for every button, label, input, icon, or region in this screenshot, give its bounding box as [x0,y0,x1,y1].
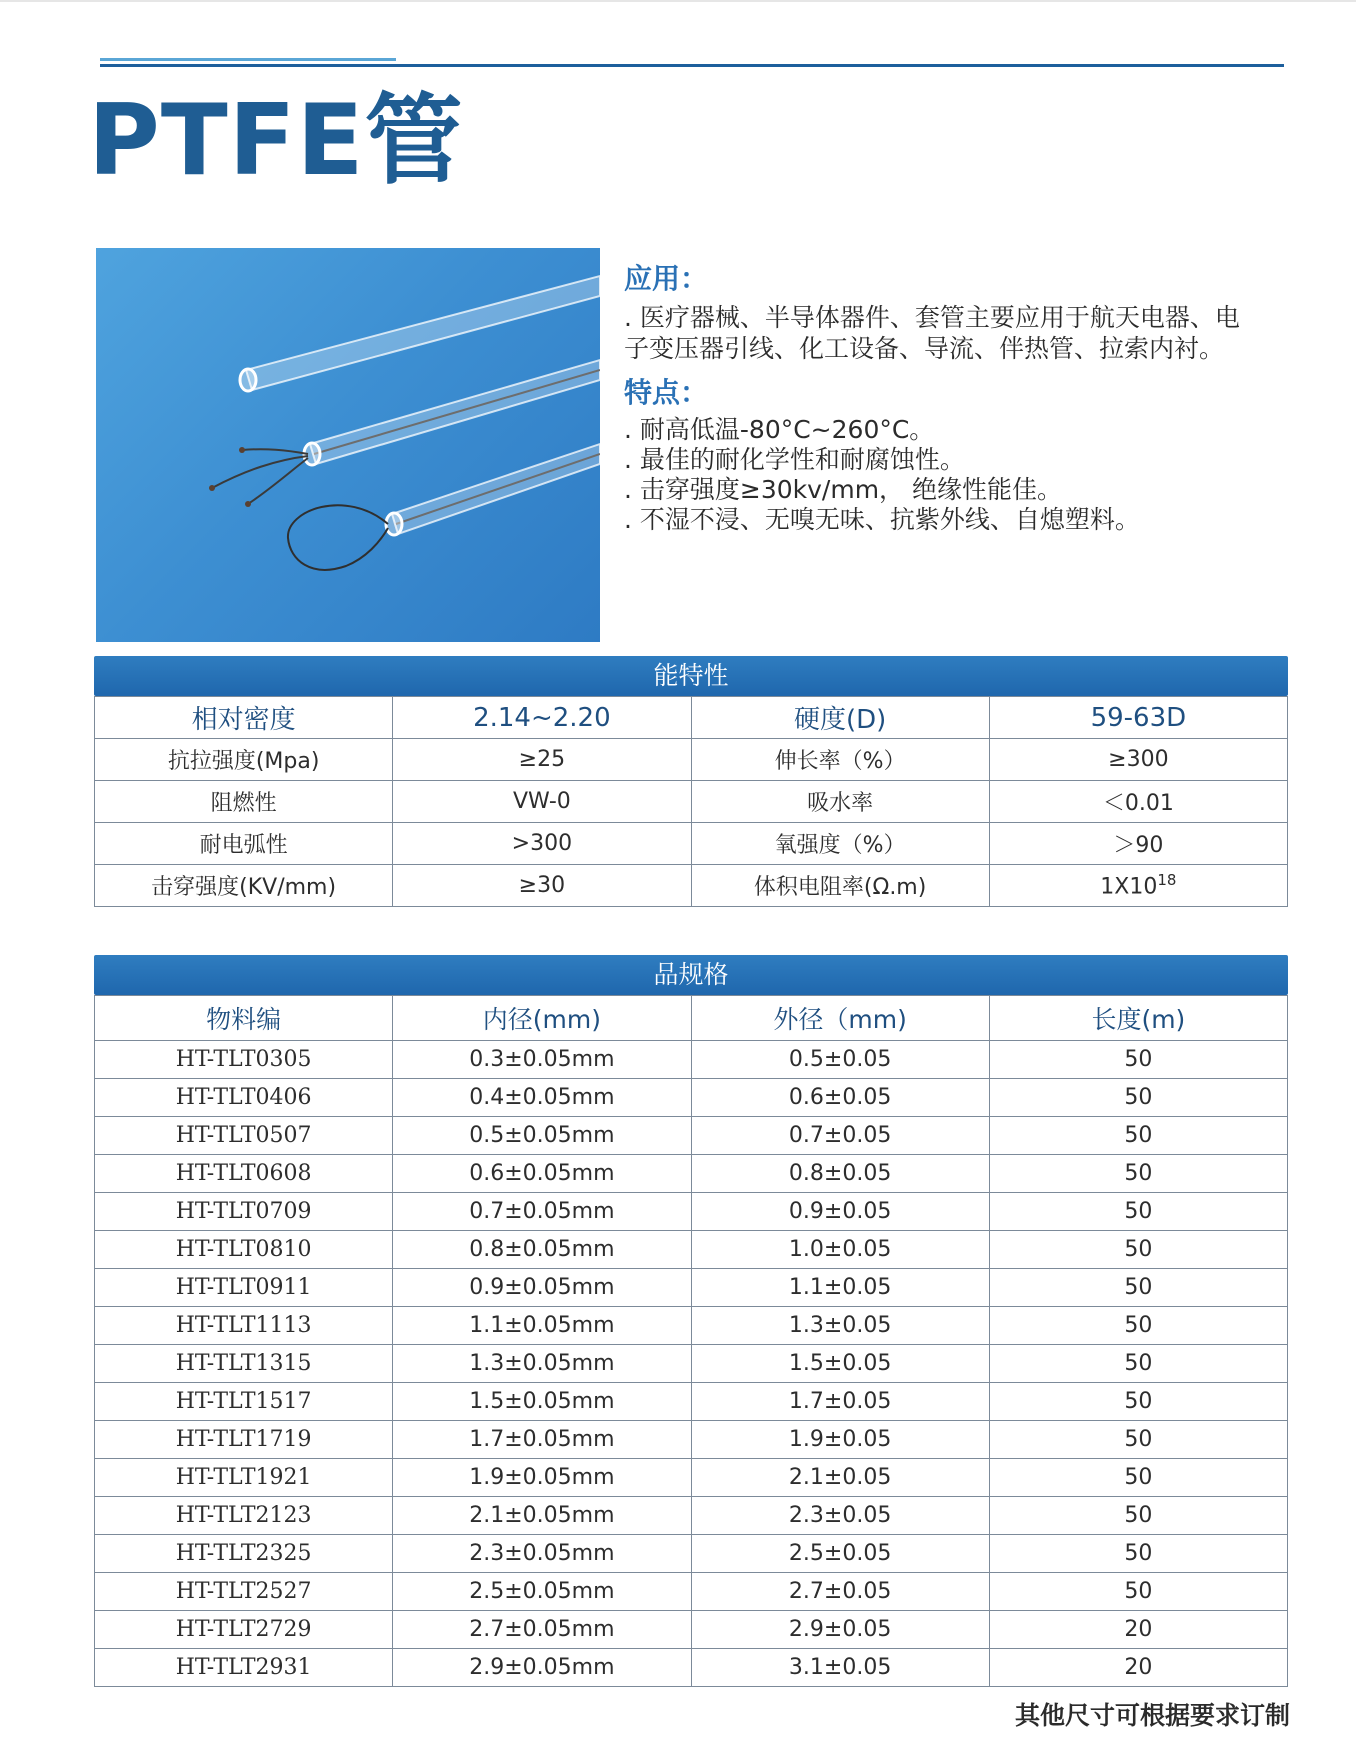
table-cell: 50 [989,1193,1287,1231]
description-panel [624,262,1304,535]
table-cell: 耐电弧性 [95,823,393,865]
resistivity-value: 1X10 [1100,874,1158,900]
table-cell: 1.1±0.05 [691,1269,989,1307]
table-cell: 0.5±0.05 [691,1041,989,1079]
table-row [95,697,1288,739]
page-title: PTFE管 [88,84,464,198]
table-cell: HT-TLT2729 [95,1611,393,1649]
specs-table [94,955,1288,1687]
table-cell: 0.9±0.05mm [393,1269,691,1307]
table-cell: HT-TLT2931 [95,1649,393,1687]
table-cell: 20 [989,1611,1287,1649]
table-cell: 50 [989,1421,1287,1459]
table-cell: 0.6±0.05 [691,1079,989,1117]
table-cell: HT-TLT0810 [95,1231,393,1269]
resistivity-exponent: 18 [1157,871,1177,890]
table-cell: 0.3±0.05mm [393,1041,691,1079]
table-row [95,1421,1288,1459]
table-row [95,781,1288,823]
application-heading: 应用： [624,262,709,295]
table-cell: ≥300 [989,739,1287,781]
feature-item: . 不湿不浸、无嗅无味、抗紫外线、自熄塑料。 [624,505,1140,535]
table-cell: 50 [989,1269,1287,1307]
table-row [95,1231,1288,1269]
table-cell: HT-TLT2325 [95,1535,393,1573]
performance-grid [94,696,1288,907]
table-cell: 抗拉强度(Mpa) [95,739,393,781]
table-row [95,1383,1288,1421]
table-cell: 氧强度（%） [691,823,989,865]
top-rule [0,0,1356,2]
custom-size-note: 其他尺寸可根据要求订制 [1014,1701,1290,1730]
table-cell: 50 [989,1307,1287,1345]
table-row [95,1155,1288,1193]
table-cell: 1.0±0.05 [691,1231,989,1269]
table-cell: HT-TLT0305 [95,1041,393,1079]
table-cell: ≥30 [393,865,691,907]
feature-item: . 耐高低温-80°C~260°C。 [624,415,935,445]
table-cell: 0.5±0.05mm [393,1117,691,1155]
table-cell: HT-TLT2123 [95,1497,393,1535]
tube-illustration [96,248,600,642]
table-row [95,1193,1288,1231]
table-cell: 50 [989,1079,1287,1117]
table-cell: 2.7±0.05mm [393,1611,691,1649]
table-cell: 50 [989,1573,1287,1611]
table-cell: 0.9±0.05 [691,1193,989,1231]
table-cell: HT-TLT0507 [95,1117,393,1155]
table-cell: HT-TLT0709 [95,1193,393,1231]
specs-title-bar: 品规格 [94,955,1288,995]
table-cell: HT-TLT1315 [95,1345,393,1383]
application-line: . 医疗器械、半导体器件、套管主要应用于航天电器、电 [624,302,1240,332]
table-cell: 1.1±0.05mm [393,1307,691,1345]
table-cell: 伸长率（%） [691,739,989,781]
application-line: 子变压器引线、化工设备、导流、伴热管、拉索内衬。 [624,333,1225,363]
table-cell: 2.1±0.05 [691,1459,989,1497]
table-cell: VW-0 [393,781,691,823]
table-cell: 50 [989,1231,1287,1269]
table-cell: 击穿强度(KV/mm) [95,865,393,907]
ptfe-tubes-photo [96,248,600,642]
table-cell: 2.5±0.05 [691,1535,989,1573]
table-cell: 1.7±0.05mm [393,1421,691,1459]
table-cell: HT-TLT0608 [95,1155,393,1193]
table-cell: 1.3±0.05 [691,1307,989,1345]
table-row [95,1573,1288,1611]
table-cell: 2.14~2.20 [393,697,691,739]
table-cell: 吸水率 [691,781,989,823]
table-cell: 50 [989,1345,1287,1383]
table-header-row [95,996,1288,1041]
table-cell: 50 [989,1041,1287,1079]
table-cell: 1.5±0.05 [691,1345,989,1383]
column-header: 外径（mm) [691,996,989,1041]
tube-1 [240,276,600,391]
table-cell: 3.1±0.05 [691,1649,989,1687]
table-row [95,1497,1288,1535]
performance-table [94,656,1288,907]
table-cell: 0.7±0.05mm [393,1193,691,1231]
table-cell: HT-TLT2527 [95,1573,393,1611]
table-row [95,865,1288,907]
table-cell: 2.1±0.05mm [393,1497,691,1535]
column-header: 物料编 [95,996,393,1041]
table-row [95,1117,1288,1155]
table-cell: ＞90 [989,823,1287,865]
table-row [95,1269,1288,1307]
table-cell: 体积电阻率(Ω.m) [691,865,989,907]
column-header: 内径(mm) [393,996,691,1041]
table-cell: HT-TLT0911 [95,1269,393,1307]
table-cell: 1.5±0.05mm [393,1383,691,1421]
table-cell: ＜0.01 [989,781,1287,823]
table-cell: 50 [989,1459,1287,1497]
table-cell: 1.7±0.05 [691,1383,989,1421]
features-heading: 特点： [624,375,709,409]
table-cell: 2.7±0.05 [691,1573,989,1611]
table-row [95,1535,1288,1573]
column-header: 长度(m) [989,996,1287,1041]
table-cell: 1.9±0.05mm [393,1459,691,1497]
table-row [95,1041,1288,1079]
table-cell: 硬度(D) [691,697,989,739]
table-cell: 2.3±0.05mm [393,1535,691,1573]
table-cell: HT-TLT1921 [95,1459,393,1497]
table-cell: >300 [393,823,691,865]
table-cell: 2.9±0.05mm [393,1649,691,1687]
table-row [95,739,1288,781]
table-cell: HT-TLT1719 [95,1421,393,1459]
table-cell: 2.3±0.05 [691,1497,989,1535]
table-cell: ≥25 [393,739,691,781]
title-accent-line [100,58,396,61]
table-cell: 2.9±0.05 [691,1611,989,1649]
table-cell: 0.7±0.05 [691,1117,989,1155]
table-cell: 50 [989,1497,1287,1535]
table-cell: HT-TLT0406 [95,1079,393,1117]
table-cell: 2.5±0.05mm [393,1573,691,1611]
table-cell: 50 [989,1383,1287,1421]
table-cell: HT-TLT1517 [95,1383,393,1421]
table-cell: 0.6±0.05mm [393,1155,691,1193]
table-cell: HT-TLT1113 [95,1307,393,1345]
table-cell: 50 [989,1155,1287,1193]
table-cell: 阻燃性 [95,781,393,823]
table-row [95,1079,1288,1117]
table-cell: 相对密度 [95,697,393,739]
table-cell: 50 [989,1535,1287,1573]
table-row [95,1649,1288,1687]
specs-body [95,1041,1288,1687]
table-cell [989,865,1287,907]
table-cell: 1.3±0.05mm [393,1345,691,1383]
feature-item: . 击穿强度≥30kv/mm， 绝缘性能佳。 [624,475,1063,505]
table-row [95,1307,1288,1345]
performance-title-bar: 能特性 [94,656,1288,696]
table-row [95,823,1288,865]
table-cell: 0.8±0.05 [691,1155,989,1193]
title-rule [100,64,1284,67]
table-row [95,1611,1288,1649]
table-cell: 59-63D [989,697,1287,739]
table-cell: 1.9±0.05 [691,1421,989,1459]
feature-item: . 最佳的耐化学性和耐腐蚀性。 [624,445,965,475]
table-cell: 20 [989,1649,1287,1687]
table-row [95,1459,1288,1497]
table-cell: 0.4±0.05mm [393,1079,691,1117]
table-cell: 0.8±0.05mm [393,1231,691,1269]
table-row [95,1345,1288,1383]
tube-3 [288,444,600,570]
specs-grid [94,995,1288,1687]
table-cell: 50 [989,1117,1287,1155]
